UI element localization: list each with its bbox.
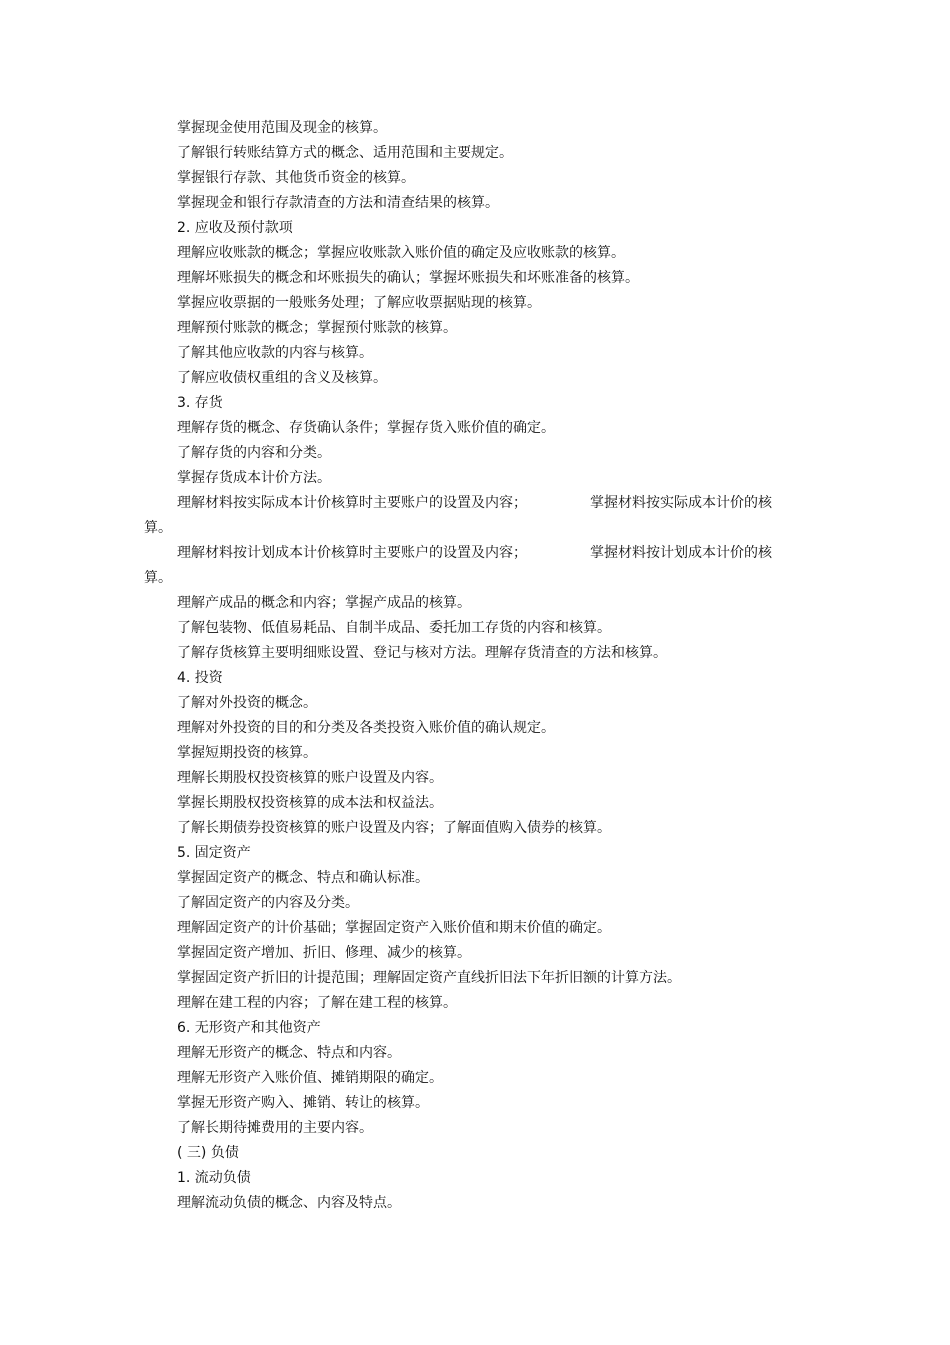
paragraph-right-text: 掌握材料按计划成本计价的核 — [590, 545, 772, 561]
text-line: 理解应收账款的概念；掌握应收账款入账价值的确定及应收账款的核算。 — [177, 245, 625, 261]
text-line: 理解无形资产入账价值、摊销期限的确定。 — [177, 1070, 443, 1086]
text-line: 掌握固定资产折旧的计提范围；理解固定资产直线折旧法下年折旧额的计算方法。 — [177, 970, 681, 986]
text-line: 理解坏账损失的概念和坏账损失的确认；掌握坏账损失和坏账准备的核算。 — [177, 270, 639, 286]
text-line: 了解应收债权重组的含义及核算。 — [177, 370, 387, 386]
paragraph-left-text: 理解材料按计划成本计价核算时主要账户的设置及内容； — [177, 545, 527, 561]
text-line: 了解包装物、低值易耗品、自制半成品、委托加工存货的内容和核算。 — [177, 620, 611, 636]
wrapped-paragraph — [144, 541, 794, 591]
wrapped-paragraph — [144, 491, 794, 541]
paragraph-continuation: 算。 — [144, 520, 172, 536]
text-line: 理解产成品的概念和内容；掌握产成品的核算。 — [177, 595, 471, 611]
section-heading: 4. 投资 — [177, 670, 223, 686]
text-line: 理解固定资产的计价基础；掌握固定资产入账价值和期末价值的确定。 — [177, 920, 611, 936]
text-line: 了解长期债券投资核算的账户设置及内容；了解面值购入债券的核算。 — [177, 820, 611, 836]
text-line: 掌握应收票据的一般账务处理；了解应收票据贴现的核算。 — [177, 295, 541, 311]
text-line: 了解存货的内容和分类。 — [177, 445, 331, 461]
text-line: 理解预付账款的概念；掌握预付账款的核算。 — [177, 320, 457, 336]
text-line: 了解其他应收款的内容与核算。 — [177, 345, 373, 361]
text-line: 了解长期待摊费用的主要内容。 — [177, 1120, 373, 1136]
text-line: 掌握短期投资的核算。 — [177, 745, 317, 761]
text-line: 理解对外投资的目的和分类及各类投资入账价值的确认规定。 — [177, 720, 555, 736]
text-line: 了解固定资产的内容及分类。 — [177, 895, 359, 911]
text-line: 掌握固定资产的概念、特点和确认标准。 — [177, 870, 429, 886]
paragraph-continuation: 算。 — [144, 570, 172, 586]
subsection-heading: 1. 流动负债 — [177, 1170, 251, 1186]
text-line: 掌握长期股权投资核算的成本法和权益法。 — [177, 795, 443, 811]
text-line: 掌握现金使用范围及现金的核算。 — [177, 120, 387, 136]
section-heading: 2. 应收及预付款项 — [177, 220, 293, 236]
text-line: 理解长期股权投资核算的账户设置及内容。 — [177, 770, 443, 786]
section-heading: ( 三) 负债 — [177, 1145, 239, 1161]
paragraph-left-text: 理解材料按实际成本计价核算时主要账户的设置及内容； — [177, 495, 527, 511]
text-line: 理解无形资产的概念、特点和内容。 — [177, 1045, 401, 1061]
text-line: 了解银行转账结算方式的概念、适用范围和主要规定。 — [177, 145, 513, 161]
text-line: 了解存货核算主要明细账设置、登记与核对方法。理解存货清查的方法和核算。 — [177, 645, 667, 661]
document-body — [144, 116, 794, 1216]
section-heading: 6. 无形资产和其他资产 — [177, 1020, 321, 1036]
text-line: 掌握现金和银行存款清查的方法和清查结果的核算。 — [177, 195, 499, 211]
text-line: 掌握存货成本计价方法。 — [177, 470, 331, 486]
text-line: 了解对外投资的概念。 — [177, 695, 317, 711]
text-line: 掌握银行存款、其他货币资金的核算。 — [177, 170, 415, 186]
text-line: 理解存货的概念、存货确认条件；掌握存货入账价值的确定。 — [177, 420, 555, 436]
text-line: 掌握无形资产购入、摊销、转让的核算。 — [177, 1095, 429, 1111]
text-line: 掌握固定资产增加、折旧、修理、减少的核算。 — [177, 945, 471, 961]
section-heading: 3. 存货 — [177, 395, 223, 411]
text-line: 理解流动负债的概念、内容及特点。 — [177, 1195, 401, 1211]
section-heading: 5. 固定资产 — [177, 845, 251, 861]
text-line: 理解在建工程的内容；了解在建工程的核算。 — [177, 995, 457, 1011]
paragraph-right-text: 掌握材料按实际成本计价的核 — [590, 495, 772, 511]
